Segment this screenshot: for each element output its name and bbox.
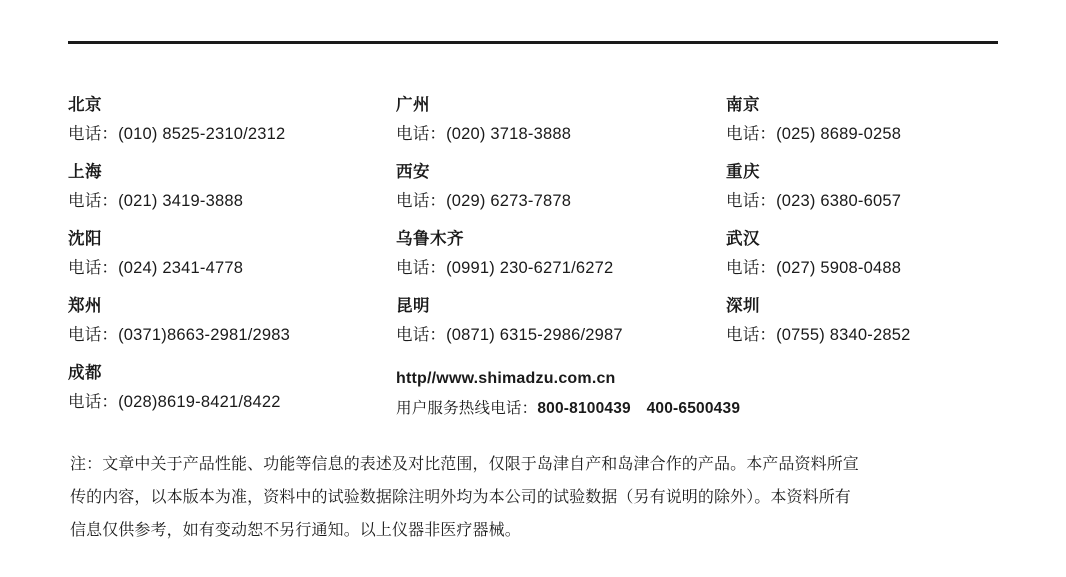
contact-column-3 xyxy=(726,92,1008,427)
contact-entry xyxy=(396,159,726,217)
contact-entry xyxy=(726,293,1008,351)
phone-number: 电话：(0871) 6315-2986/2987 xyxy=(396,326,623,344)
phone-number: 电话：(0755) 8340-2852 xyxy=(726,326,911,344)
phone-number: 电话：(010) 8525-2310/2312 xyxy=(68,125,286,143)
disclaimer-note xyxy=(70,448,1000,547)
contact-directory xyxy=(68,92,1008,427)
service-hotline xyxy=(396,394,741,424)
city-name: 北京 xyxy=(68,96,102,114)
contact-column-2 xyxy=(396,92,741,427)
city-name: 武汉 xyxy=(726,230,760,248)
phone-number: 电话：(0371)8663-2981/2983 xyxy=(68,326,290,344)
contact-entry xyxy=(726,159,1008,217)
website-link[interactable]: http//www.shimadzu.com.cn xyxy=(396,370,616,387)
city-name: 郑州 xyxy=(68,297,102,315)
city-name: 西安 xyxy=(396,163,430,181)
city-name: 上海 xyxy=(68,163,102,181)
hotline-numbers: 800-8100439 400-6500439 xyxy=(537,400,741,417)
city-name: 昆明 xyxy=(396,297,430,315)
phone-number: 电话：(020) 3718-3888 xyxy=(396,125,572,143)
horizontal-divider xyxy=(68,41,998,44)
note-line-3: 信息仅供参考，如有变动恕不另行通知。以上仪器非医疗器械。 xyxy=(70,522,521,539)
phone-number: 电话：(021) 3419-3888 xyxy=(68,192,244,210)
contact-entry xyxy=(68,226,396,284)
city-name: 沈阳 xyxy=(68,230,102,248)
contact-entry xyxy=(396,293,726,351)
contact-entry xyxy=(68,92,396,150)
note-line-1: 注：文章中关于产品性能、功能等信息的表述及对比范围，仅限于岛津自产和岛津合作的产品。本产品资料所宣 xyxy=(70,456,859,473)
contact-column-1 xyxy=(68,92,396,427)
contact-entry xyxy=(68,159,396,217)
phone-number: 电话：(024) 2341-4778 xyxy=(68,259,244,277)
contact-entry xyxy=(68,293,396,351)
contact-entry xyxy=(68,360,396,418)
hotline-label: 用户服务热线电话： xyxy=(396,400,538,417)
note-line-2: 传的内容，以本版本为准，资料中的试验数据除注明外均为本公司的试验数据（另有说明的除外）。本资料所有 xyxy=(70,489,851,506)
contact-entry xyxy=(396,226,726,284)
phone-number: 电话：(023) 6380-6057 xyxy=(726,192,902,210)
contact-entry xyxy=(396,92,726,150)
phone-number: 电话：(0991) 230-6271/6272 xyxy=(396,259,614,277)
phone-number: 电话：(025) 8689-0258 xyxy=(726,125,902,143)
contact-entry xyxy=(726,92,1008,150)
phone-number: 电话：(028)8619-8421/8422 xyxy=(68,393,281,411)
city-name: 乌鲁木齐 xyxy=(396,230,464,248)
city-name: 成都 xyxy=(68,364,102,382)
city-name: 南京 xyxy=(726,96,760,114)
city-name: 广州 xyxy=(396,96,430,114)
contact-entry xyxy=(726,226,1008,284)
phone-number: 电话：(029) 6273-7878 xyxy=(396,192,572,210)
city-name: 深圳 xyxy=(726,297,760,315)
phone-number: 电话：(027) 5908-0488 xyxy=(726,259,902,277)
city-name: 重庆 xyxy=(726,163,760,181)
